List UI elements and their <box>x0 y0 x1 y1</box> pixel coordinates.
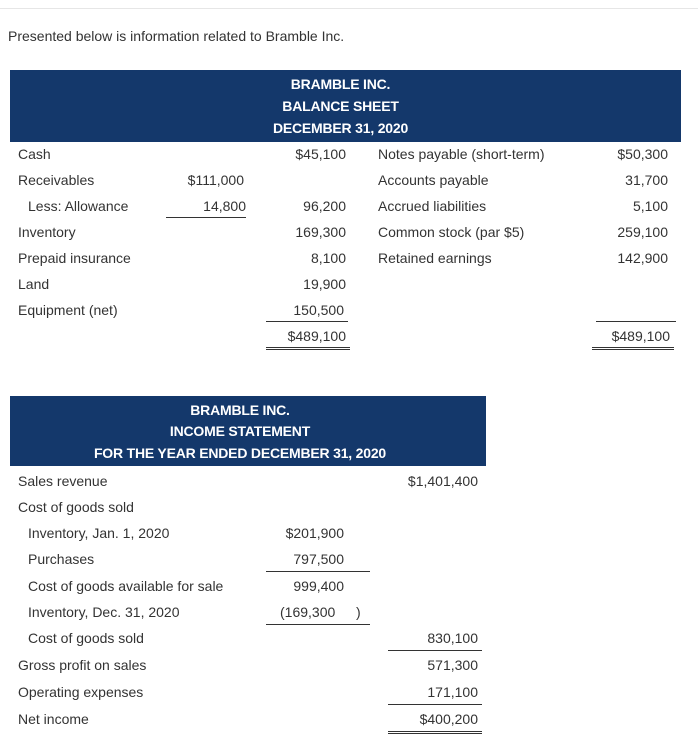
inventory-dec-cell <box>266 603 370 625</box>
total-liabilities-equity: $489,100 <box>592 327 674 350</box>
purchases-label: Purchases <box>28 551 95 567</box>
statement-date: DECEMBER 31, 2020 <box>272 120 409 136</box>
notes-payable-value: $50,300 <box>617 146 668 162</box>
retained-earnings-value: 142,900 <box>617 250 668 266</box>
sales-revenue-label: Sales revenue <box>18 473 108 489</box>
statement-period: FOR THE YEAR ENDED DECEMBER 31, 2020 <box>93 445 387 461</box>
cogs-label: Cost of goods sold <box>28 630 144 646</box>
cash-label: Cash <box>18 146 51 162</box>
income-statement-header <box>10 396 486 466</box>
land-label: Land <box>18 276 50 292</box>
common-stock-label: Common stock (par $5) <box>378 224 525 240</box>
accounts-payable-label: Accounts payable <box>378 172 489 188</box>
inventory-label: Inventory <box>18 224 76 240</box>
common-stock-value: 259,100 <box>617 224 668 240</box>
inventory-jan-label: Inventory, Jan. 1, 2020 <box>28 525 170 541</box>
land-value: 19,900 <box>303 276 346 292</box>
inventory-dec-label: Inventory, Dec. 31, 2020 <box>28 604 180 620</box>
prepaid-value: 8,100 <box>310 250 346 266</box>
cash-value: $45,100 <box>295 146 346 162</box>
inventory-value: 169,300 <box>295 224 346 240</box>
prepaid-label: Prepaid insurance <box>18 250 131 266</box>
accounts-payable-value: 31,700 <box>625 172 668 188</box>
inventory-dec-paren: ) <box>356 604 361 620</box>
statement-title: INCOME STATEMENT <box>169 423 311 439</box>
allowance-value: 14,800 <box>166 197 246 218</box>
accrued-liabilities-label: Accrued liabilities <box>378 198 487 214</box>
liabilities-total-rule <box>596 321 676 323</box>
receivables-gross: $111,000 <box>187 172 244 188</box>
intro-text: Presented below is information related to Bramble Inc. <box>8 28 345 44</box>
inventory-jan-value: $201,900 <box>285 525 344 541</box>
equipment-value: 150,500 <box>266 301 348 322</box>
notes-payable-label: Notes payable (short-term) <box>378 146 545 162</box>
inventory-dec-value: (169,300 <box>280 604 336 620</box>
net-income-value: $400,200 <box>388 710 482 734</box>
company-name: BRAMBLE INC. <box>290 76 391 92</box>
goods-available-value: 999,400 <box>293 578 344 594</box>
balance-sheet-header <box>10 70 681 142</box>
sales-revenue-value: $1,401,400 <box>407 473 478 489</box>
receivables-label: Receivables <box>18 172 95 188</box>
gross-profit-value: 571,300 <box>427 657 478 673</box>
purchases-value: 797,500 <box>266 550 370 572</box>
cogs-value: 830,100 <box>388 629 482 651</box>
accrued-liabilities-value: 5,100 <box>632 198 668 214</box>
retained-earnings-label: Retained earnings <box>378 250 492 266</box>
top-divider <box>0 8 698 9</box>
goods-available-label: Cost of goods available for sale <box>28 578 224 594</box>
operating-expenses-label: Operating expenses <box>18 684 144 700</box>
operating-expenses-value: 171,100 <box>388 683 482 705</box>
allowance-label: Less: Allowance <box>28 198 129 214</box>
gross-profit-label: Gross profit on sales <box>18 657 147 673</box>
company-name: BRAMBLE INC. <box>190 402 290 418</box>
cogs-heading: Cost of goods sold <box>18 499 134 515</box>
statement-title: BALANCE SHEET <box>282 98 399 114</box>
net-income-label: Net income <box>18 711 89 727</box>
equipment-label: Equipment (net) <box>18 302 118 318</box>
receivables-net: 96,200 <box>303 198 346 214</box>
total-assets: $489,100 <box>266 327 350 350</box>
